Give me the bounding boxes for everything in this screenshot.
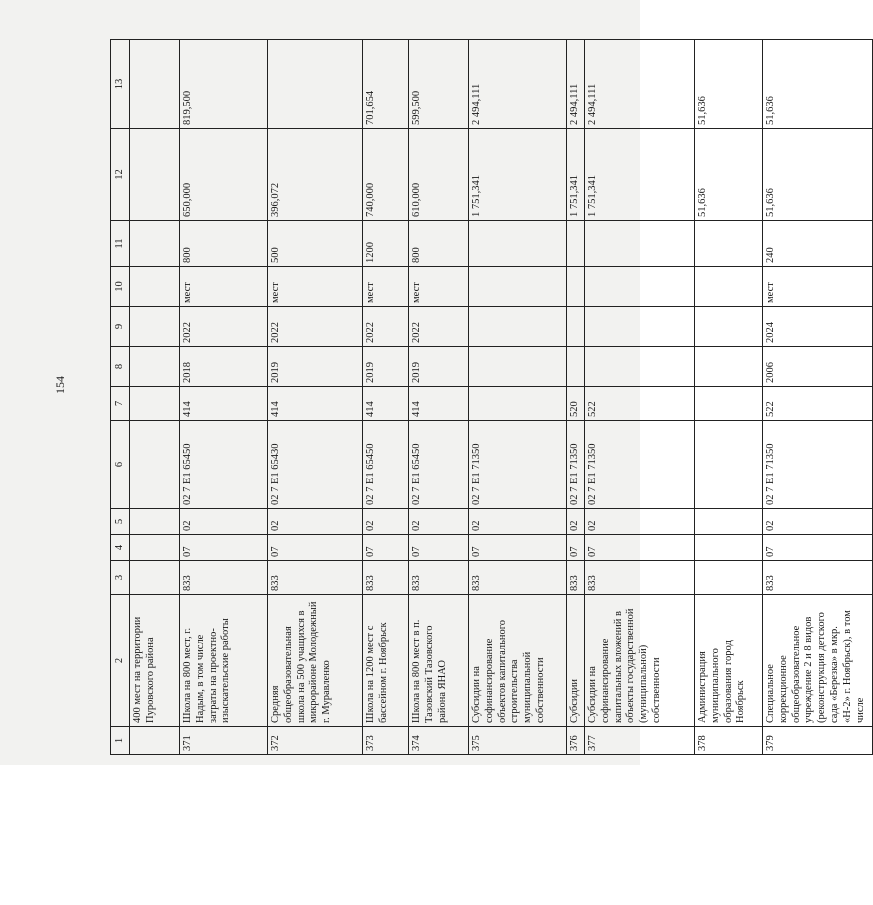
- cell-amount-col-13: 2 494,111: [585, 40, 695, 129]
- cell-name: Субсидии: [567, 595, 585, 727]
- cell-amount-col-12: 1 751,341: [567, 129, 585, 221]
- cell-subsection: 02: [268, 509, 363, 535]
- cell-subsection: 02: [469, 509, 567, 535]
- cell-unit: мест: [363, 267, 409, 307]
- column-header-13: 13: [111, 40, 130, 129]
- cell-start-year: [567, 347, 585, 387]
- cell-ministry-code: 833: [763, 561, 873, 595]
- cell-start-year: [469, 347, 567, 387]
- cell-amount-col-13: [130, 40, 180, 129]
- cell-amount-col-12: 51,636: [695, 129, 763, 221]
- cell-amount-col-13: 2 494,111: [567, 40, 585, 129]
- cell-end-year: [469, 307, 567, 347]
- table-row: [567, 40, 585, 755]
- cell-ministry-code: 833: [567, 561, 585, 595]
- cell-row-number: 373: [363, 727, 409, 755]
- cell-name: Субсидии на софинансирование капитальных вложений в объекты государственной (муниципальной) собственности: [585, 595, 695, 727]
- cell-expense-type: 522: [585, 387, 695, 421]
- cell-amount-col-12: 51,636: [763, 129, 873, 221]
- cell-capacity: 500: [268, 221, 363, 267]
- table-row: [469, 40, 567, 755]
- cell-start-year: 2019: [363, 347, 409, 387]
- cell-expense-type: [130, 387, 180, 421]
- cell-section: [130, 535, 180, 561]
- cell-amount-col-13: [268, 40, 363, 129]
- cell-target-article: 02 7 E1 65450: [363, 421, 409, 509]
- cell-capacity: 1200: [363, 221, 409, 267]
- cell-name: Школа на 1200 мест с бассейном г. Ноябрьск: [363, 595, 409, 727]
- cell-capacity: [585, 221, 695, 267]
- cell-start-year: [130, 347, 180, 387]
- column-header-5: 5: [111, 509, 130, 535]
- column-header-8: 8: [111, 347, 130, 387]
- table-row: [180, 40, 268, 755]
- column-header-2: 2: [111, 595, 130, 727]
- cell-capacity: [130, 221, 180, 267]
- table-row: [585, 40, 695, 755]
- cell-amount-col-13: 701,654: [363, 40, 409, 129]
- cell-end-year: [585, 307, 695, 347]
- cell-start-year: 2018: [180, 347, 268, 387]
- column-header-7: 7: [111, 387, 130, 421]
- cell-unit: мест: [409, 267, 469, 307]
- cell-section: 07: [585, 535, 695, 561]
- cell-end-year: [695, 307, 763, 347]
- cell-ministry-code: 833: [180, 561, 268, 595]
- cell-ministry-code: 833: [409, 561, 469, 595]
- cell-target-article: 02 7 E1 71350: [585, 421, 695, 509]
- cell-name: Средняя общеобразовательная школа на 500 учащихся в микрорайоне Молодежный г. Муравленко: [268, 595, 363, 727]
- cell-subsection: 02: [409, 509, 469, 535]
- cell-expense-type: 414: [363, 387, 409, 421]
- cell-amount-col-13: 599,500: [409, 40, 469, 129]
- cell-end-year: 2022: [180, 307, 268, 347]
- table-header-row: [111, 40, 130, 755]
- table-row: [409, 40, 469, 755]
- cell-end-year: 2024: [763, 307, 873, 347]
- cell-unit: [695, 267, 763, 307]
- cell-unit: мест: [268, 267, 363, 307]
- cell-amount-col-13: 51,636: [695, 40, 763, 129]
- cell-capacity: [695, 221, 763, 267]
- cell-amount-col-13: 819,500: [180, 40, 268, 129]
- cell-subsection: [130, 509, 180, 535]
- cell-target-article: [695, 421, 763, 509]
- cell-subsection: 02: [585, 509, 695, 535]
- cell-amount-col-12: 1 751,341: [585, 129, 695, 221]
- cell-start-year: 2019: [268, 347, 363, 387]
- table-row: [130, 40, 180, 755]
- cell-expense-type: 414: [409, 387, 469, 421]
- cell-end-year: 2022: [363, 307, 409, 347]
- cell-section: 07: [763, 535, 873, 561]
- cell-section: 07: [268, 535, 363, 561]
- cell-subsection: 02: [363, 509, 409, 535]
- cell-row-number: 377: [585, 727, 695, 755]
- cell-amount-col-12: [130, 129, 180, 221]
- cell-amount-col-12: 1 751,341: [469, 129, 567, 221]
- cell-amount-col-13: 51,636: [763, 40, 873, 129]
- cell-expense-type: [695, 387, 763, 421]
- column-header-11: 11: [111, 221, 130, 267]
- cell-target-article: 02 7 E1 65450: [180, 421, 268, 509]
- cell-expense-type: [469, 387, 567, 421]
- cell-capacity: [469, 221, 567, 267]
- cell-row-number: 374: [409, 727, 469, 755]
- cell-start-year: 2019: [409, 347, 469, 387]
- cell-end-year: [130, 307, 180, 347]
- cell-subsection: 02: [180, 509, 268, 535]
- cell-section: 07: [363, 535, 409, 561]
- cell-expense-type: 414: [268, 387, 363, 421]
- cell-target-article: 02 7 E1 71350: [567, 421, 585, 509]
- column-header-3: 3: [111, 561, 130, 595]
- table-row: [363, 40, 409, 755]
- cell-capacity: 240: [763, 221, 873, 267]
- cell-expense-type: 520: [567, 387, 585, 421]
- cell-end-year: [567, 307, 585, 347]
- cell-target-article: 02 7 E1 71350: [469, 421, 567, 509]
- cell-row-number: 372: [268, 727, 363, 755]
- cell-section: [695, 535, 763, 561]
- cell-row-number: 379: [763, 727, 873, 755]
- cell-end-year: 2022: [268, 307, 363, 347]
- cell-capacity: 800: [180, 221, 268, 267]
- cell-ministry-code: 833: [363, 561, 409, 595]
- cell-unit: мест: [763, 267, 873, 307]
- cell-amount-col-13: 2 494,111: [469, 40, 567, 129]
- cell-target-article: [130, 421, 180, 509]
- cell-name: Школа на 800 мест, г. Надым, в том числе затраты на проектно-изыскательские работы: [180, 595, 268, 727]
- cell-name: Школа на 800 мест в п. Тазовский Тазовского района ЯНАО: [409, 595, 469, 727]
- cell-unit: [567, 267, 585, 307]
- cell-expense-type: 414: [180, 387, 268, 421]
- cell-row-number: [130, 727, 180, 755]
- cell-row-number: 376: [567, 727, 585, 755]
- cell-subsection: [695, 509, 763, 535]
- page-number: 154: [53, 376, 67, 394]
- cell-capacity: 800: [409, 221, 469, 267]
- cell-ministry-code: 833: [585, 561, 695, 595]
- cell-target-article: 02 7 E1 65450: [409, 421, 469, 509]
- cell-unit: [469, 267, 567, 307]
- cell-amount-col-12: 650,000: [180, 129, 268, 221]
- cell-start-year: [695, 347, 763, 387]
- cell-amount-col-12: 610,000: [409, 129, 469, 221]
- cell-section: 07: [409, 535, 469, 561]
- cell-name: Субсидии на софинансирование объектов капитального строительства муниципальной собственности: [469, 595, 567, 727]
- column-header-6: 6: [111, 421, 130, 509]
- cell-ministry-code: 833: [469, 561, 567, 595]
- cell-start-year: 2006: [763, 347, 873, 387]
- cell-row-number: 378: [695, 727, 763, 755]
- cell-name: Специальное коррекционное общеобразовательное учреждение 2 и 8 видов (реконструкция детского сада «Березка» в мкр. «Н-2» г. Ноябрьск), в том числе: [763, 595, 873, 727]
- cell-section: 07: [469, 535, 567, 561]
- cell-row-number: 371: [180, 727, 268, 755]
- column-header-4: 4: [111, 535, 130, 561]
- column-header-1: 1: [111, 727, 130, 755]
- cell-row-number: 375: [469, 727, 567, 755]
- cell-target-article: 02 7 E1 71350: [763, 421, 873, 509]
- cell-amount-col-12: 396,072: [268, 129, 363, 221]
- cell-section: 07: [180, 535, 268, 561]
- column-header-12: 12: [111, 129, 130, 221]
- cell-amount-col-12: 740,000: [363, 129, 409, 221]
- cell-ministry-code: [130, 561, 180, 595]
- table-row: [268, 40, 363, 755]
- cell-ministry-code: [695, 561, 763, 595]
- cell-ministry-code: 833: [268, 561, 363, 595]
- cell-section: 07: [567, 535, 585, 561]
- cell-end-year: 2022: [409, 307, 469, 347]
- cell-target-article: 02 7 E1 65430: [268, 421, 363, 509]
- budget-table: [110, 39, 873, 755]
- cell-expense-type: 522: [763, 387, 873, 421]
- cell-capacity: [567, 221, 585, 267]
- cell-subsection: 02: [567, 509, 585, 535]
- table-row: [763, 40, 873, 755]
- column-header-10: 10: [111, 267, 130, 307]
- cell-name: 400 мест на территории Пуровского района: [130, 595, 180, 727]
- cell-unit: [585, 267, 695, 307]
- cell-unit: [130, 267, 180, 307]
- cell-name: Администрация муниципального образования город Ноябрьск: [695, 595, 763, 727]
- column-header-9: 9: [111, 307, 130, 347]
- cell-subsection: 02: [763, 509, 873, 535]
- table-row: [695, 40, 763, 755]
- cell-start-year: [585, 347, 695, 387]
- cell-unit: мест: [180, 267, 268, 307]
- rotated-table-wrapper: [110, 40, 866, 755]
